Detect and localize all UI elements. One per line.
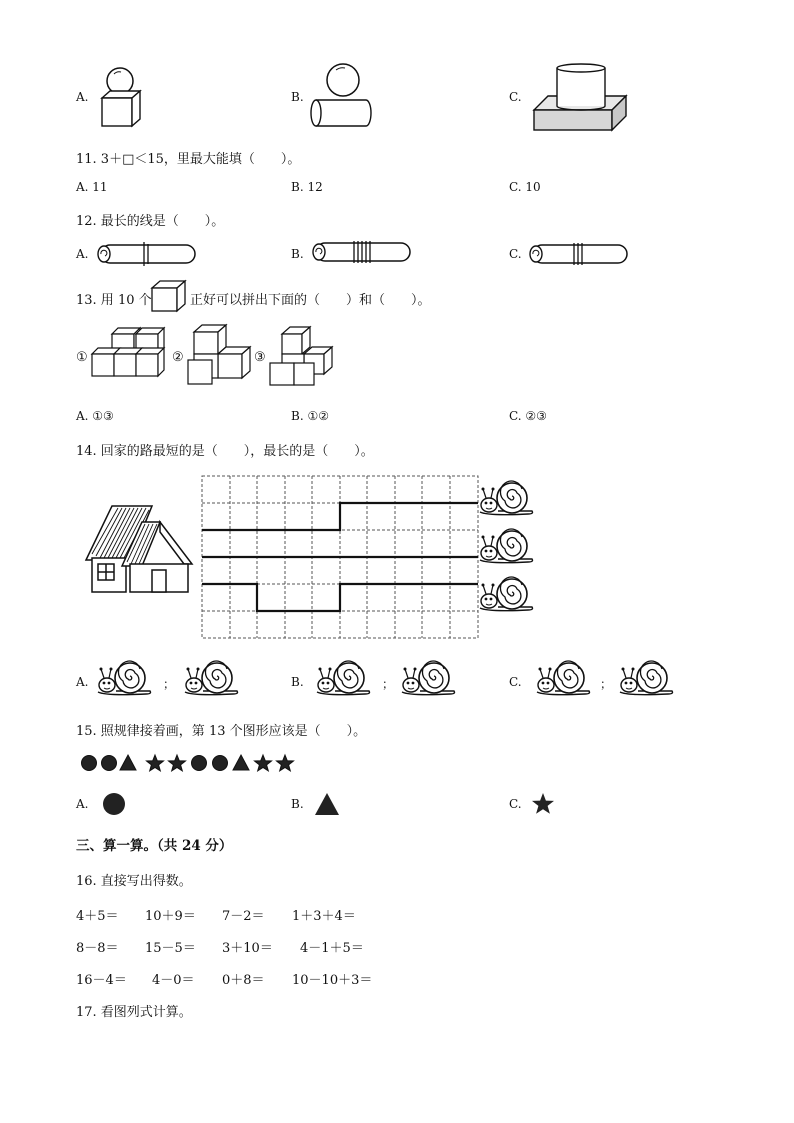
- q12-stem: 12. 最长的线是（ ）。: [76, 214, 225, 229]
- triangle-shape-icon: [313, 791, 343, 819]
- q15-option-a-label: A.: [76, 797, 89, 811]
- q13-option-a: A. ①③: [76, 409, 114, 423]
- q12-option-b-label: B.: [291, 247, 304, 261]
- q15-stem: 15. 照规律接着画，第 13 个图形应该是（ ）。: [76, 724, 367, 739]
- calc-item: 0＋8＝: [222, 973, 265, 988]
- q10-option-b-label: B.: [291, 90, 304, 104]
- unit-cube-icon: [150, 279, 190, 314]
- coiled-rope-b-figure: [310, 237, 415, 267]
- q14-option-b-separator: ；: [382, 677, 395, 691]
- q12-option-a-label: A.: [76, 247, 89, 261]
- calc-item: 4＋5＝: [76, 909, 119, 924]
- q13-stem-start: 13. 用 10 个: [76, 293, 152, 308]
- q10-option-c-label: C.: [509, 90, 522, 104]
- q11-option-c: C. 10: [509, 180, 541, 194]
- q14-option-a-label: A.: [76, 675, 89, 689]
- q14-option-a-separator: ；: [163, 677, 176, 691]
- calc-item: 10－10＋3＝: [292, 973, 373, 988]
- calc-item: 8－8＝: [76, 941, 119, 956]
- q11-stem: 11. 3＋□＜15，里最大能填（ ）。: [76, 152, 301, 167]
- cube-stack-figure-2: [186, 323, 256, 388]
- sphere-on-cube-figure: [96, 64, 146, 134]
- snail-route-3-icon: [478, 574, 538, 614]
- q13-figure-3-label: ③: [254, 350, 266, 365]
- cylinder-on-slab-figure: [530, 62, 630, 134]
- q14-stem: 14. 回家的路最短的是（ ），最长的是（ ）。: [76, 444, 374, 459]
- calc-item: 10＋9＝: [145, 909, 196, 924]
- calc-item: 4－1＋5＝: [300, 941, 364, 956]
- q12-option-c-label: C.: [509, 247, 522, 261]
- snail-option-a2-icon: [183, 658, 243, 698]
- snail-option-b1-icon: [315, 658, 375, 698]
- snail-option-c2-icon: [618, 658, 678, 698]
- snail-option-a1-icon: [96, 658, 156, 698]
- shape-sequence: [80, 752, 300, 774]
- coiled-rope-a-figure: [95, 239, 200, 269]
- q13-figure-2-label: ②: [172, 350, 184, 365]
- q13-option-c: C. ②③: [509, 409, 547, 423]
- calc-item: 15－5＝: [145, 941, 196, 956]
- q10-option-a-label: A.: [76, 90, 89, 104]
- q15-option-b-label: B.: [291, 797, 304, 811]
- route-grid: [200, 472, 482, 642]
- calc-item: 7－2＝: [222, 909, 265, 924]
- coiled-rope-c-figure: [527, 239, 632, 269]
- calc-item: 4－0＝: [152, 973, 195, 988]
- q11-option-b: B. 12: [291, 180, 323, 194]
- section-3-title: 三、算一算。（共 24 分）: [76, 838, 233, 854]
- q13-figure-1-label: ①: [76, 350, 88, 365]
- cube-stack-figure-3: [268, 325, 338, 390]
- q17-stem: 17. 看图列式计算。: [76, 1005, 192, 1020]
- star-shape-icon: [529, 791, 559, 819]
- cube-stack-figure-1: [90, 325, 170, 383]
- snail-option-c1-icon: [535, 658, 595, 698]
- q14-option-b-label: B.: [291, 675, 304, 689]
- q16-stem: 16. 直接写出得数。: [76, 874, 192, 889]
- calc-item: 3＋10＝: [222, 941, 273, 956]
- q14-option-c-separator: ；: [600, 677, 613, 691]
- snail-route-2-icon: [478, 526, 538, 566]
- sphere-on-cylinder-figure: [310, 60, 375, 135]
- snail-option-b2-icon: [400, 658, 460, 698]
- q14-option-c-label: C.: [509, 675, 522, 689]
- circle-shape-icon: [100, 791, 130, 819]
- q13-option-b: B. ①②: [291, 409, 329, 423]
- calc-item: 1＋3＋4＝: [292, 909, 356, 924]
- calc-item: 16－4＝: [76, 973, 127, 988]
- house-figure: [82, 502, 197, 597]
- snail-route-1-icon: [478, 478, 538, 518]
- q15-option-c-label: C.: [509, 797, 522, 811]
- q11-option-a: A. 11: [76, 180, 108, 194]
- q13-stem-end: 正好可以拼出下面的（ ）和（ ）。: [190, 293, 431, 308]
